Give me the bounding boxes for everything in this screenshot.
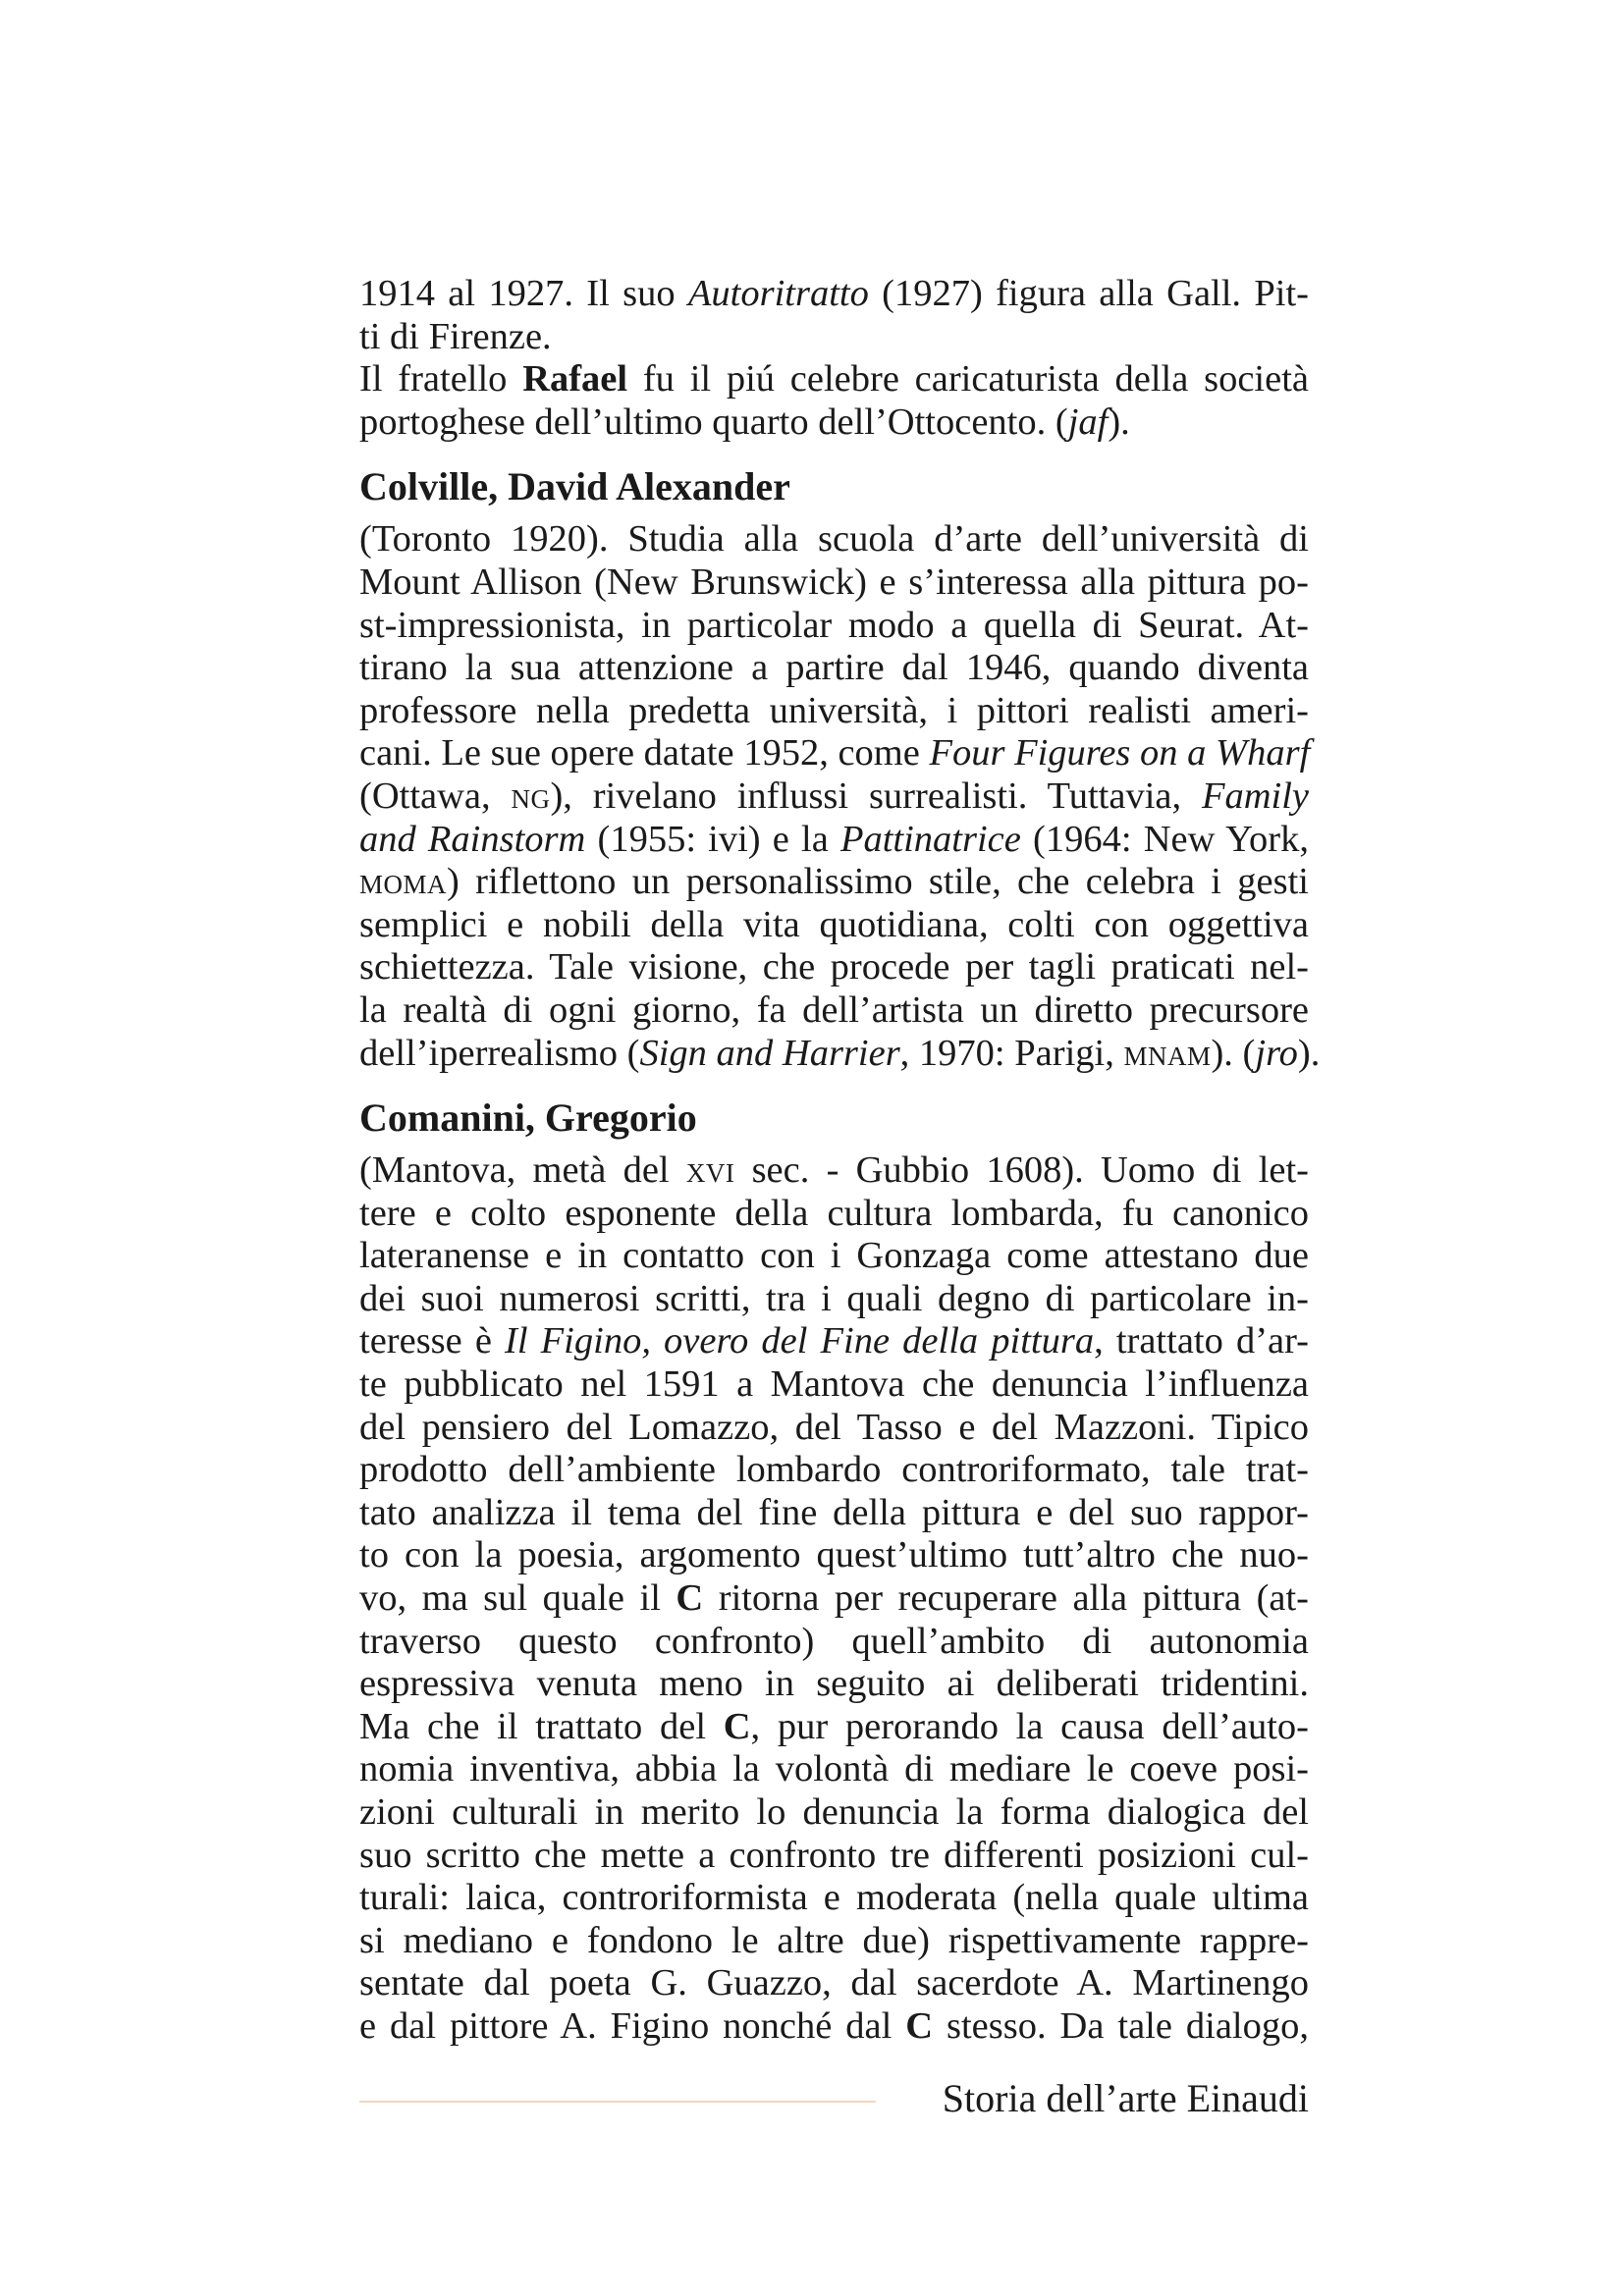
- bold-name: C: [676, 1577, 704, 1620]
- italic-title: Il Figino, overo del Fine della pittura: [505, 1320, 1095, 1362]
- intro-line: ti di Firenze.: [359, 315, 552, 357]
- entry-heading: Comanini, Gregorio: [359, 1095, 697, 1141]
- small-caps-abbrev: xvi: [685, 1149, 735, 1192]
- bold-name: Rafael: [522, 358, 628, 400]
- entry-line: tato analizza il tema del fine della pittura e del suo rappor-: [359, 1491, 1309, 1533]
- entry-line: (Toronto 1920). Studia alla scuola d’arte dell’università di: [359, 518, 1309, 561]
- intro-paragraph: [359, 273, 1309, 444]
- bold-name: C: [905, 2004, 934, 2047]
- entry-line: del pensiero del Lomazzo, del Tasso e del Mazzoni. Tipico: [359, 1406, 1309, 1448]
- footer-title: Storia dell’arte Einaudi: [942, 2076, 1309, 2120]
- italic-title: Sign and Harrier: [639, 1032, 900, 1074]
- italic-title: and Rainstorm: [359, 818, 586, 860]
- entry-line: espressiva venuta meno in seguito ai deliberati tridentini.: [359, 1663, 1309, 1705]
- small-caps-abbrev: moma: [359, 861, 448, 903]
- entry-line: Mount Allison (New Brunswick) e s’interessa alla pittura po-: [359, 561, 1309, 603]
- entry-line: nomia inventiva, abbia la volontà di mediare le coeve posi-: [359, 1748, 1309, 1790]
- entry-line: teresse è Il Figino, overo del Fine della pittura, trattato d’ar-: [359, 1320, 1309, 1362]
- entry-heading: Colville, David Alexander: [359, 464, 790, 509]
- entry-line: e dal pittore A. Figino nonché dal C stesso. Da tale dialogo,: [359, 2004, 1309, 2047]
- entry-line: turali: laica, controriformista e moderata (nella quale ultima: [359, 1877, 1309, 1919]
- entry-line: zioni culturali in merito lo denuncia la forma dialogica del: [359, 1791, 1309, 1833]
- entry-line: si mediano e fondono le altre due) rispettivamente rappre-: [359, 1919, 1309, 1961]
- entry-line: Ma che il trattato del C, pur perorando la causa dell’auto-: [359, 1705, 1309, 1747]
- entry-line: schiettezza. Tale visione, che procede per tagli praticati nel-: [359, 946, 1309, 988]
- italic-title: jro: [1255, 1032, 1298, 1074]
- entry-line: sentate dal poeta G. Guazzo, dal sacerdote A. Martinengo: [359, 1962, 1309, 2004]
- italic-title: Family: [1201, 774, 1310, 817]
- dictionary-entry: [359, 1075, 1309, 2048]
- entry-line: (Ottawa, ng), rivelano influssi surrealisti. Tuttavia, Family: [359, 774, 1310, 817]
- intro-line: 1914 al 1927. Il suo Autoritratto (1927) figura alla Gall. Pit-: [359, 273, 1309, 314]
- italic-title: Pattinatrice: [839, 818, 1021, 860]
- entry-line: semplici e nobili della vita quotidiana, colti con oggettiva: [359, 903, 1309, 945]
- entry-line: traverso questo confronto) quell’ambito di autonomia: [359, 1620, 1309, 1662]
- small-caps-abbrev: ng: [511, 774, 551, 817]
- entry-line: lateranense e in contatto con i Gonzaga come attestano due: [359, 1235, 1309, 1277]
- entry-line: moma) riflettono un personalissimo stile, che celebra i gesti: [359, 861, 1309, 903]
- entry-line: tere e colto esponente della cultura lombarda, fu canonico: [359, 1192, 1309, 1234]
- page-footer: [359, 2075, 1309, 2124]
- entry-line: professore nella predetta università, i pittori realisti ameri-: [359, 689, 1309, 731]
- italic-title: Autoritratto: [687, 273, 869, 314]
- entry-line: dell’iperrealismo (Sign and Harrier, 1970: Parigi, mnam). (jro).: [359, 1032, 1321, 1074]
- dictionary-entry: [359, 444, 1321, 1075]
- spacer: [359, 1075, 1309, 1096]
- italic-title: jaf: [1067, 400, 1109, 443]
- italic-title: Four Figures on a Wharf: [929, 732, 1311, 774]
- entry-line: and Rainstorm (1955: ivi) e la Pattinatrice (1964: New York,: [359, 818, 1310, 860]
- entry-line: (Mantova, metà del xvi sec. - Gubbio 1608). Uomo di let-: [359, 1149, 1309, 1192]
- entry-line: prodotto dell’ambiente lombardo controriformato, tale trat-: [359, 1449, 1309, 1491]
- entry-line: vo, ma sul quale il C ritorna per recuperare alla pittura (at-: [359, 1577, 1309, 1620]
- intro-line: Il fratello Rafael fu il piú celebre caricaturista della società: [359, 358, 1309, 400]
- entry-line: to con la poesia, argomento quest’ultimo tutt’altro che nuo-: [359, 1534, 1309, 1576]
- entry-line: cani. Le sue opere datate 1952, come Four Figures on a Wharf: [359, 732, 1311, 774]
- entry-line: suo scritto che mette a confronto tre differenti posizioni cul-: [359, 1834, 1309, 1876]
- page-body: [359, 273, 1321, 2049]
- entry-line: te pubblicato nel 1591 a Mantova che denuncia l’influenza: [359, 1363, 1309, 1406]
- footer-rule: [359, 2101, 876, 2103]
- entry-line: st-impressionista, in particolar modo a quella di Seurat. At-: [359, 604, 1309, 646]
- entries: [359, 444, 1321, 2048]
- small-caps-abbrev: mnam: [1123, 1032, 1212, 1074]
- spacer: [359, 444, 1309, 465]
- entry-line: dei suoi numerosi scritti, tra i quali degno di particolare in-: [359, 1277, 1309, 1319]
- bold-name: C: [723, 1705, 751, 1747]
- spacer: [359, 508, 1309, 518]
- spacer: [359, 1140, 1309, 1149]
- intro-line: portoghese dell’ultimo quarto dell’Ottocento. (jaf).: [359, 400, 1130, 443]
- entry-line: tirano la sua attenzione a partire dal 1946, quando diventa: [359, 647, 1309, 689]
- entry-line: la realtà di ogni giorno, fa dell’artista un diretto precursore: [359, 988, 1309, 1031]
